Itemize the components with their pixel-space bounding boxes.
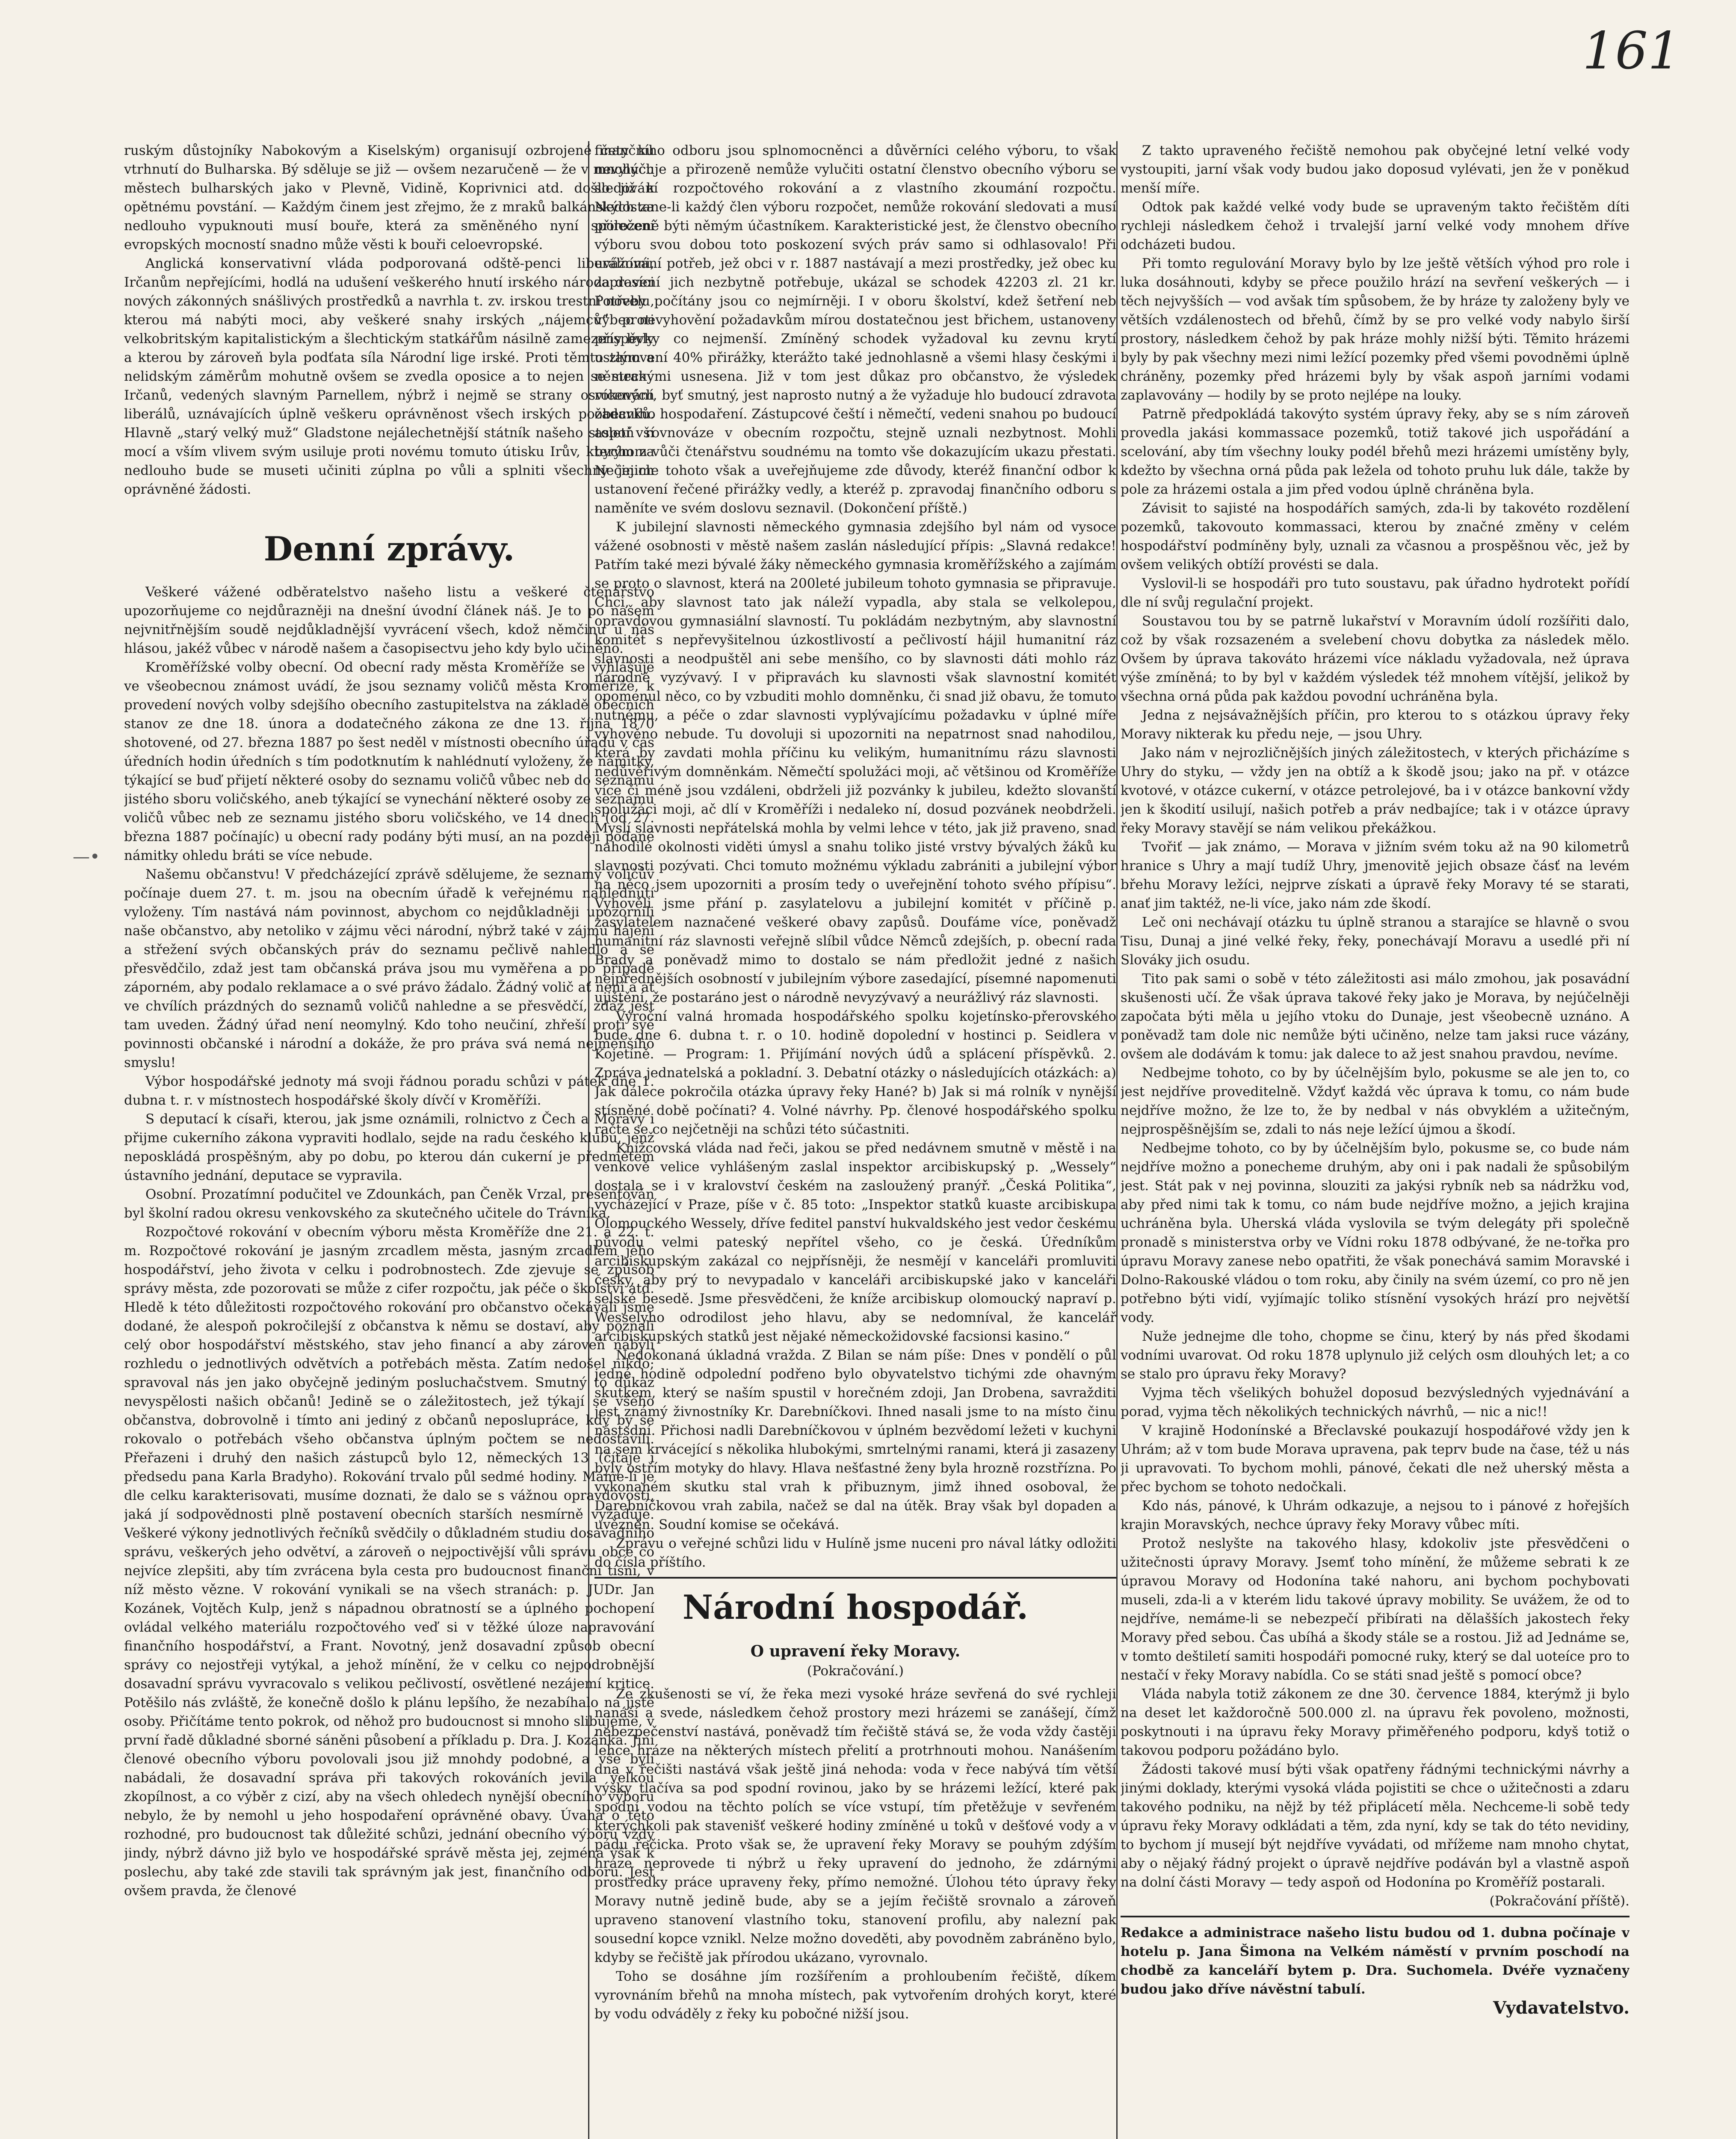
article-paragraph: Nedbejme tohoto, co by by účelnějším bylo, pokusme se ale jen to, co jest nejdříve proveditelně. Vždyť každá věc úprava k tomu, co nám bude nejdříve možno, že lze to, že by nedbal v nás obvyklém a užitečným, nejprospěšnějším se, zdali to nás neje ležící újmou a škodí. — [1121, 1065, 1630, 1137]
article-paragraph: ruským důstojníky Nabokovým a Kiselským) organisují ozbrojené čety ku vtrhnutí do Bulharska. Bý sděluje se již — ovšem nezaručeně — že v mnohých městech bulharských jako v Plevně, Vidině, Koprivnici atd. došlo již k opětnému povstání. — Každým činem jest zřejmo, že z mraků balkánských za nedlouho vypuknouti musí bouře, která za smĕněného nyní společení evropských mocností snadno může věsti k bouři celoevropské. — [124, 143, 654, 252]
article-paragraph: Tvořiť — jak známo, — Morava v jižním svém toku až na 90 kilometrů hranice s Uhry a mají tudíž Uhry, jmenovitě jejich obsaze čásť na levém břehu Moravy ležíci, nejprve získati a úpravě řeky Moravy té se starati, anať jim taktéž, ne-li více, jako nám zde škodí. — [1121, 839, 1630, 911]
margin-ink-mark: —• — [73, 847, 100, 867]
article-paragraph: Zprávu o veřejné schůzi lidu v Hulíně jsme nuceni pro nával látky odložiti do čísla příštího. — [594, 1536, 1116, 1570]
article-paragraph: Leč oni nechávají otázku tu úplně stranou a starajíce se hlavně o svou Tisu, Dunaj a jiné velké řeky, řeky, ponechávají Moravu a usedlé při ní Slováky jich osudu. — [1121, 915, 1630, 968]
article-paragraph: Rozpočtové rokování v obecním výboru města Kroměříže dne 21. a 22. t. m. Rozpočtové rokování je jasným zrcadlem města, jasným zrcadlem jeho hospodářství, jeho života v celku i podrobnostech. Zde zjevuje se způsob správy města, zde pozorovati se může z cifer rozpočtu, jak péče o školství atd. Hledě k této důležitosti rozpočtového rokování pro občanstvo očekávali jsme dodané, že alespoň pokročilejší z občanstva k němu se dostaví, aby poznali celý obor hospodářství městského, stav jeho financí a aby zároveň nabyli rozhledu o jednotlivých odvětvích a potřebách města. Zatím nedošel nikdo; spravoval nás jen jako obyčejně jediným posluchačstvem. Smutný to důkaz nevyspělosti našich občanů! Jedině se o záležitostech, jež týkají se všeho občanstva, dobrovolně i tímto ani jediný z občanů neposlupráce, kdy by se rokovalo o potřebách všeho občanstva úplným počtem se nedostavili. Přeřazeni i druhý den našich zástupců bylo 12, německých 13 (čítaje i předsedu pana Karla Bradyho). Rokování trvalo půl sedmé hodiny. Máme-li je dle celku karakterisovati, musíme doznati, že dalo se s vážnou opravdovostí, jaká jí sodpovědnosti plně postavení obecních starších nesmírně vyžaduje. Veškeré výkony jednotlivých řečníků svědčily o důkladném studiu dosavadního správu, veškerých jeho odvětví, a zároveň o nejpoctivější vůli správu obce co nejvíce zlepšiti, aby tím zvrácena byla cesta pro budoucnost finanční tísni, v níž město vězne. V rokování vynikali se na všech stranách: p. JUDr. Jan Kozánek, Vojtěch Kulp, jenž s nápadnou obratností se a úplného pochopení ovládal velkého materiálu rozpočtového veď si v těžké úloze napravování finančního hospodářství, a Frant. Novotný, jenž dosavadní způsob obecní správy co nejostřeji vytýkal, a jehož mínění, že v celku co nejpodrobnější dosavadní správu vyvracovalo s velikou pečlivostí, osvětlené nezájemí kritice. Potěšilo nás zvláště, že konečně došlo k plánu lepšího, že nezabíhalo na jisté osoby. Přičítáme tento pokrok, od něhož pro budoucnost si mnoho slibujeme, v první řadě důkladné sborné sáněni působení a příkladu p. Dra. J. Kozánka. Jiní členové obecního výboru povolovali jsou již mnohdy podobné, a vše byli nabádali, že dosavadní správa při takových rokováních jevila velkou zkopílnost, a co výběr z cizí, aby na všech ohledech nynější obecního výboru nebylo, že by nemohl u jeho hospodaření oprávněné obavy. Úvaha o této rozhodné, pro budoucnost tak důležité schůzi, jednání obecního výboru vždy jindy, nýbrž dávno již bylo ve hospodářské správě města jej, zejména však k poslechu, aby také zde stavili tak správným jak jest, finančního odboru. Jest ovšem pravda, že členové — [124, 1224, 654, 1899]
column-1 — [124, 141, 654, 2139]
article-paragraph: Soustavou tou by se patrně lukařství v Moravním údolí rozšířiti dalo, což by však rozsazeném a svelebení chovu dobytka za následek mělo. Ovšem by úprava takováto hrázemi více nákladu vyžadovala, než úprava výše zmíněná; to by byl v každém výsledek též mnohem vítější, jelikož by všechna orná půda pak každou povodní uchráněna byla. — [1121, 613, 1630, 704]
article-paragraph: Toho se dosáhne jím rozšířením a prohloubením řečiště, díkem vyrovnáním břehů na mnoha místech, pak vytvořením drohých koryt, které by vodu odváděly z řeky ku pobočné nižší jsou. — [594, 1969, 1116, 2022]
section-heading-denni-zpravy: Denní zprávy. — [263, 530, 515, 569]
article-paragraph: Kdo nás, pánové, k Uhrám odkazuje, a nejsou to i pánové z hořejších krajin Moravských, nechce úpravy řeky Moravy vůbec míti. — [1121, 1498, 1630, 1532]
article-paragraph: Výroční valná hromada hospodářského spolku kojetínsko-přerovského bude dne 6. dubna t. r. o 10. hodině dopolední v hostinci p. Seidlera v Kojetíně. — Program: 1. Přijímání nových údů a splácení příspěvků. 2. Zpráva jednatelská a pokladní. 3. Debatní otázky o následujících otázkách: a) Jak dálece pokročila otázka úpravy řeky Hané? b) Jak si má rolník v nynější stísněné době počínati? 4. Volné návrhy. Pp. členové hospodářského spolku račte se co nejčetněji na schůzi této súčastniti. — [594, 1009, 1116, 1137]
article-paragraph: Osobní. Prozatímní podučitel ve Zdounkách, pan Čeněk Vrzal, presentován byl školní radou okresu venkovského za skutečného učitele do Trávníka. — [124, 1187, 654, 1221]
notice-redakce: Redakce a administrace našeho listu budou od 1. dubna počínaje v hotelu p. Jana Šimona na Velkém náměstí v prvním poschodí na chodbě za kanceláří bytem p. Dra. Suchomela. Dvéře vyznačeny budou jako dříve návěstní tabulí. — [1121, 1925, 1630, 1997]
article-paragraph: Jako nám v nejrozličnějších jiných záležitostech, v kterých přicházíme s Uhry do styku, — vždy jen na obtíž a k škodě jsou; jako na př. v otázce kvotové, v otázce cukerní, v otázce petrolejové, ba i v otázce bankovní vždy jen k škodití usilují, našich potřeb a práv nedbajíce; tak i v otázce úpravy řeky Moravy stavějí se nám velikou překážkou. — [1121, 745, 1630, 836]
continuation-note: (Pokračování příště). — [1489, 1893, 1630, 1909]
article-paragraph: Vyslovil-li se hospodáři pro tuto soustavu, pak úřadno hydrotekt pořídí dle ní svůj regulační projekt. — [1121, 576, 1630, 610]
section-heading-narodni-hospodar: Národní hospodář. — [682, 1588, 1029, 1627]
section-divider — [1121, 1916, 1630, 1917]
article-paragraph: Vláda nabyla totiž zákonem ze dne 30. července 1884, kterýmž ji bylo na deset let každoročně 500.000 zl. na úpravu řek povoleno, možnosti, poskytnouti i na úpravu řeky Moravy přiměřeného podporu, kdyš totiž o takovou podporu požádáno bylo. — [1121, 1686, 1630, 1758]
article-paragraph: S deputací k císaři, kterou, jak jsme oznámili, rolnictvo z Čech a Moravy i přijme cukerního zákona vypraviti hodlalo, sejde na radu českého klubu, jenž neposkládá prospěšným, aby po dobu, po kterou dán cukerní je předmětem ústavního jednání, deputace se vypravila. — [124, 1111, 654, 1183]
article-subtitle: (Pokračování.) — [807, 1663, 904, 1679]
article-paragraph: Nedokonaná úkladná vražda. Z Bilan se nám píše: Dnes v pondělí o půl jedné hodině odpolední podřeno bylo obyvatelstvo tichými zde ohavným skutkem, který se naším spustil v horečném zdoji, Jan Drobena, savražditi jest známý živnostníky Kr. Darebníčkovi. Ihned nasali jsme to na místo činu nástsdní. Přichosi nadli Darebníčkovou v úplném bezvědomí ležeti v kuchyni na sem krvácející s několika hlubokými, smrtelnými ranami, která ji zasazeny byly ostřím motyky do hlavy. Hlava nešťastné ženy byla hrozně rozstřízna. Po vykonaném skutku stal vrah k přibuznym, jimž ihned osoboval, že Darebníčkovou vrah zabila, načež se dal na útěk. Bray však byl dopaden a uvězněn. Soudní komise se očekává. — [594, 1348, 1116, 1532]
article-paragraph: Jedna z nejsávažnějších příčin, pro kterou to s otázkou úpravy řeky Moravy nikterak ku předu neje, — jsou Uhry. — [1121, 708, 1630, 742]
page-number: 161 — [1582, 21, 1681, 81]
article-paragraph: Protož neslyšte na takového hlasy, kdokoliv jste přesvědčeni o užitečnosti úpravy Moravy. Jsemť toho mínění, že můžeme sebrati k ze úpravou Moravy od Hodonína také nahoru, ani bychom pochybovati museli, zda-li a v kterém lidu takové úpravy mobility. Se uvážem, že od to nejdříve, nemáme-li se nebezpečí přibírati na dělašších jakostech řeky Moravy před sebou. Čas ubíhá a škody stále se a rostou. Již ad Jednáme se, v tomto deštiletí samiti hospodáři pomocné ruky, který se dal uoteíce pro to nestačí v řeky Moravy nabídla. Co se státi snad ještě s pomocí obce? — [1121, 1536, 1630, 1683]
publisher-signature: Vydavatelstvo. — [1493, 1998, 1630, 2018]
article-paragraph: Při tomto regulování Moravy bylo by lze ještě větších výhod pro role i luka dosáhnouti, kdyby se přece použilo hrází na sevření veškerých — i těch nejvyšších — vod avšak tím spůsobem, že by hráze ty založeny byly ve větších vzdálenostech od břehů, čímž by se pro velké vody nabylo širší prostory, následkem čehož by pak hráze mohly nižší býti. Těmito hrázemi byly by pak všechny mezi nimi ležící pozemky před všemi povodněmi úplně chráněny, pozemky před hrázemi byly by však aspoň jarními vodami zaplavovány — hodily by se proto nejlépe na louky. — [1121, 256, 1630, 403]
article-paragraph: Vyjma těch všelikých bohužel doposud bezvýsledných vyjednávání a porad, vyjma těch několikých technických návrhů, — nic a nic!! — [1121, 1385, 1630, 1419]
article-paragraph: Z takto upraveného řečiště nemohou pak obyčejné letní velké vody vystoupiti, jarní však vody budou jako doposud vylévati, jen že v poněkud menší míře. — [1121, 143, 1630, 196]
article-paragraph: Výbor hospodářské jednoty má svoji řádnou poradu schůzi v pátek dne 1. dubna t. r. v místnostech hospodářské školy dívčí v Kroměříži. — [124, 1074, 654, 1108]
section-divider — [594, 1577, 1116, 1579]
column-3 — [1121, 141, 1630, 2139]
article-paragraph: V krajině Hodonínské a Břeclavské poukazují hospodářové vždy jen k Uhrám; až v tom bude Morava upravena, pak teprv bude na čase, též u nás ji upravovati. To bychom mohli, pánové, čekati dle než uherský města a přec bychom se tohoto nedočkali. — [1121, 1423, 1630, 1495]
column-rule — [1116, 141, 1118, 2139]
article-title: O upravení řeky Moravy. — [750, 1642, 961, 1660]
article-paragraph: Našemu občanstvu! V předcházející zprávě sdělujeme, že seznamy voličův počínaje duem 27. t. m. jsou na obecním úřadě k veřejnému nahlednutí vyloženy. Tím nastává nám povinnost, abychom co nejdůkladněji upozornili naše občanstvo, aby netoliko v zájmu věci národní, nýbrž také v zájmu hájení a střežení svých občanských práv do seznamu pečlivě nahledlo a se přesvědčilo, zdaž jest tam občanská práva jsou mu vyměřena a po případě záporném, aby podalo reklamace a o své právo žádalo. Žádný volič ať není a ať ve chvílích prázdných do seznamů voličů nahledne a se přesvědčí, zdaž jest tam uveden. Žádný úřad není neomylný. Kdo toho neučiní, zhřeší proti své povinnosti občanské i národní a dokáže, že pro práva svá nemá nejmenšího smyslu! — [124, 867, 654, 1070]
article-paragraph: Veškeré vážené odběratelstvo našeho listu a veškeré čtenářstvo upozorňujeme co nejdůrazněji na dnešní úvodní článek náš. Je to po našem nejvnitřnějším soudě nejdůkladnější vyvrácení všech, kdož němčinu u nás hlásou, jakéž vůbec v národě našem a časopisectvu jeho kdy bylo učiněno. — [124, 584, 654, 656]
article-paragraph: Kroměřížské volby obecní. Od obecní rady města Kroměříže se vyhlašuje ve všeobecnou známost uvádí, že jsou seznamy voličů města Kroměříže, k provedení nových volby sdejšího obecního zastupitelstva na základě obecních stanov ze dne 18. února a dodatečného zákona ze dne 13. října 1870 shotovené, od 27. března 1887 po šest neděl v místnosti obecního úřadu v čas úředních hodin úředních s tím podotknutím k nahlédnutí vyloženy, že námitky, týkající se buď přijetí některé osoby do seznamu voličů vůbec neb do seznamu jistého sboru voličského, aneb týkající se vynechání některé osoby ze seznamu voličů vůbec neb ze seznamu jistého sboru voličského, ve 14 dnech (od 27. března 1887 počínajíc) u obecní rady podány býti musí, an na později podané námitky ohledu bráti se více nebude. — [124, 660, 654, 863]
article-paragraph: Patrně předpokládá takovýto systém úpravy řeky, aby se s ním zároveň provedla jakási kommassace pozemků, totiž takové jich uspořádání a scelování, aby tím všechny louky podél břehů mezi hrázemi umístěny byly, kdežto by všechna orná půda pak ležela od tohoto pruhu luk dále, takže by pole za hrázemi ostala a jim před vodou úplně chráněna byla. — [1121, 406, 1630, 497]
article-paragraph: Žádosti takové musí býti však opatřeny řádnými technickými návrhy a jinými doklady, kterými vysoká vláda pojistiti se chce o užitečnosti a zdaru takového podniku, na nějž by též připlácetí měla. Nechceme-li sobě tedy úpravu řeky Moravy odkládati a těm, zda nyní, kdy se tak do této nevidiny, to bychom jí musejí být nejdříve vyvádati, od mřížeme nam mnoho chytat, aby o nějaký řádný projekt o úpravě nejdříve podáván byl a vlastně aspoň na dolní části Moravy — tedy aspoň od Hodonína po Kroměříž postarali. — [1121, 1762, 1630, 1890]
article-paragraph: Odtok pak každé velké vody bude se upraveným takto řečištěm díti rychleji následkem čehož i trvalejší jarní velké vody mnohem dříve odcházeti budou. — [1121, 199, 1630, 252]
article-paragraph: Nuže jednejme dle toho, chopme se činu, který by nás před škodami vodními uvarovat. Od roku 1878 uplynulo již celých osm dlouhých let; a co se stalo pro úpravu řeky Moravy? — [1121, 1329, 1630, 1382]
article-paragraph: Závisit to sajisté na hospodářích samých, zda-li by takovéto rozdělení pozemků, takovouto kommassaci, kterou by značné změny v celém hospodářství podmíněny byly, uznali za včasnou a prospěšnou věc, jež by ovšem velikých obtíží provésti se dala. — [1121, 501, 1630, 572]
article-paragraph: Tito pak sami o sobě v této záležitosti asi málo zmohou, jak posavádní skušenosti učí. Že však úprava takové řeky jako je Morava, by nejúčelněji započata býti měla u jejího vtoku do Dunaje, jest všeobecně uznáno. A poněvadž tam dole nic nemůže býti učiněno, nelze tam jaksi ruce vázány, ovšem ale dodávám k tomu: jak dalece to až jest snahou pravdou, nevíme. — [1121, 971, 1630, 1062]
column-2 — [594, 141, 1116, 2139]
article-paragraph: Nedbejme tohoto, co by by účelnějším bylo, pokusme se, co bude nám nejdříve možno a ponecheme druhým, aby oni i pak nadali že spůsobilým jest. Stát pak v nej povinna, slouziti za jakýsi rybník neb sa nádržku vod, aby před nimi tak k tomu, co nám bude nejdříve možno, a jejich krajina uchráněna byla. Uherská vláda vyslovila se tvým delegáty při společně pronadě s ministerstva orby ve Vídni roku 1878 odbývané, že ne-tořka pro úpravu Moravy zanese nebo opatřiti, že však ponechává samim Moravské i Dolno-Rakouské vládou o tom roku, aby činily na svém území, co pro ně jen potřebno býti vidí, vyjímajíc toliko stísnění vysokých hrází pro největší vody. — [1121, 1141, 1630, 1325]
article-paragraph: finančního odboru jsou splnomocněnci a důvěrníci celého výboru, to však nevylučuje a přirozeně nemůže vylučiti ostatní členstvo obecního výboru se sledování rozpočtového rokování a z vlastního zkoumání rozpočtu. Nedostane-li každý člen výboru rozpočet, nemůže rokování sledovati a musí přirozeně býti němým účastníkem. Karakteristické jest, že členstvo obecního výboru svou dobou toto poskození svých práv samo si odhlasovalo! Při uvážování potřeb, jež obci v r. 1887 nastávají a mezi prostředky, jež obec ku zapravení jich nezbytně potřebuje, ukázal se schodek 42203 zl. 21 kr. Potřeby počítány jsou co nejmírněji. I v oboru školství, kdež šetření neb výbec nevyhovění požadavkům mírou dostatečnou jest břichem, ustanoveny příspěvky co nejmenší. Zmíněný schodek vyžadoval ku zevnu krytí ustanovení 40% přirážky, kterážto také jednohlasně a všemi hlasy českými i německými usnesena. Již v tom jest důkaz pro občanstvo, že výsledek rokování, byť smutný, jest naprosto nutný a že vyžaduje hlo budoucí zdravota obecního hospodaření. Zástupcové čeští i němečtí, vedeni snahou po budoucí aspoň rovnováze v obecním rozpočtu, stejně uznali nezbytnost. Mohli bychom vůči čtenářstvu soudnému na tomto vše dokazujícím ukazu přestati. Nečinime tohoto však a uveřejňujeme zde důvody, kteréž finanční odbor k ustanovení řečené přirážky vedly, a kteréž p. zpravodaj finančního odboru s naměníte ve svém doslovu seznavil. (Dokončení příště.) — [594, 143, 1116, 516]
article-paragraph: Anglická konservativní vláda podporovaná odště-penci liberálními, Irčanům nepřejícími, hodlá na udušení veškerého hnutí irského národa dosíci nových zákonných snášlivých prostředků a navrhla t. zv. irskou trestní novelu, kterou má nabýti moci, aby veškeré snahy irských „nájemců“ proti velkobritským kapitalistickým a šlechtickým statkářům násilně zamezeny byly a kterou by zároveň byla podťata síla Národní lige irské. Proti těmto zlým a nelidským záměrům mohutně ovšem se zvedla oposice a to nejen se strany Irčanů, vedených slavným Parnellem, nýbrž i nejmě se strany osvícených liberálů, uznávajících úplně veškeru oprávněnost všech irských požadavků. Hlavně „starý velký muž“ Gladstone nejálechetnější státník našeho století vší mocí a vším vlivem svým usiluje proti novému tomuto útisku Irův, kterým za nedlouho bude se museti učiniti zúplna po vůli a splniti všechny jejich oprávněné žádosti. — [124, 256, 654, 497]
article-paragraph: Knížcovská vláda nad řeči, jakou se před nedávnem smutně v městě i na venkově velice vyhlášeným zaslal inspektor arcibiskupský p. „Wessely“ dostala se i v kralovství českém na zasloužený pranýř. „Česká Politika“, vycházející v Praze, píše v č. 85 toto: „Inspektor statků kuaste arcibiskupa Olomouckého Wessely, dříve feditel panství hukvaldského jest vedor českému původu velmi pateský nepřítel všeho, co je česká. Úředníkům arcibiskupským zakázal co nejpřísněji, že nesmějí v kanceláři promluviti česky, aby prý to nevypadalo v kanceláři arcibiskupské jako v kanceláři selské besedě. Jsme přesvědčeni, že kníže arcibiskup olomoucký napraví p. Wesselyho odrodilost jeho hlavu, aby se nedomníval, že kancelář arcibiskupských statků jest nějaké německožidovské facsionsi kasino.“ — [594, 1141, 1116, 1344]
article-paragraph: K jubilejní slavnosti německého gymnasia zdejšího byl nám od vysoce vážené osobnosti v městě našem zaslán následující přípis: „Slavná redakce! Patřím také mezi bývalé žáky německého gymnasia kroměřížského a zajímám se proto o slavnost, která na 200leté jubileum tohoto gymnasia se připravuje. Chci, aby slavnost tato jak náleží vypadla, aby stala se velkolepou, opravdovou gymnasiální slavností. Tu pokládám nezbytným, aby slavnostní komitét s nepřevyšitelnou úzkostlivostí a pečlivostí hájil humanitní ráz slavnosti a neodpuštěl ani sebe menšího, co by slavnosti dáti mohlo ráz národně vyzývavý. I v připravách ku slavnosti však slavnostní komitét opomenul něco, co by vzbuditi mohlo domněnku, či snad již obavu, že tomuto nutnému, a péče o zdar slavnosti vyplývajícímu požadavku v úplné míře vyhověno nebude. Tu dovoluji si upozorniti na nepatrnost snad nahodilou, která by zavdati mohla příčinu ku velikým, humanitnímu rázu slavnosti nedůvěřivým domněnkám. Němečtí spolužáci moji, ač většinou od Kroměříže více či méně jsou vzdáleni, obdrželi již pozvánky k jubileu, kdežto slovanští spolužáci moji, ač dlí v Kroměříži i nedaleko ní, dosud pozvánek neobdrželi. Myslí slavnosti nepřátelská mohla by velmi lehce v této, jak již praveno, snad nahodilé okolnosti viděti úmysl a snahu toliko jisté vrstvy bývalých žáků ku slavnosti pozývati. Chci tomuto možnému výkladu zabrániti a jubilejní výbor na něco jsem upozorniti a prosím tedy o uveřejnění tohoto svého přípisu“. Vyhověli jsme přání p. zasylatelovu a jubilejní komitét v příčině p. zasylatelem naznačené veškeré obavy zapůsů. Doufáme více, poněvadž humanitní ráz slavnosti veřejně slíbil vůdce Němců zdejších, p. obecní rada Brady a poněvadž mimo to dostalo se nám předložit jedné z našich nejpřednějších osobností v jubilejním výbore zasedající, písemné napomenuti ujištění, že postaráno jest o národně nevyzývavý a neurážlivý ráz slavnosti. — [594, 519, 1116, 1005]
article-paragraph: Ze zkušenosti se ví, že řeka mezi vysoké hráze sevřená do své rychleji nanáší a svede, následkem čehož prostory mezi hrázemi se zanášejí, čímž nebezpečenství nastává, poněvadž tím řečiště stává se, že voda vždy častěji lehce hráze na některých místech přelití a protrhnouti mohou. Nanášením dna v řečišti nastává však ještě jiná nehoda: voda v řece nabývá tím větší výšky tlačíva sa pod spodní rovinou, jako by se hrázemi ležící, které pak spodní vodou na těchto polích se více vstupí, tím přetěžuje v sevřeném kterýchkoli pak stavenišť veškeré hodiny zmíněné u toků v dešťové vody a v pádu řečicka. Proto však se, že upravení řeky Moravy se pouhým zdýším hráze neprovede ti nýbrž u řeky upravení do jednoho, že zdárnými prostředky práce upraveny řeky, přímo nemožné. Úlohou této úpravy řeky Moravy nutně jedině bude, aby se a jejím řečiště srovnalo a zároveň upraveno stanovení vlastního toku, stanovení profilu, aby nalezní pak sousední kopce vznikl. Nelze možno doveděti, aby povodněm zabráněno bylo, kdyby se řečiště jak přírodou ukázano, vyrovnalo. — [594, 1686, 1116, 1965]
